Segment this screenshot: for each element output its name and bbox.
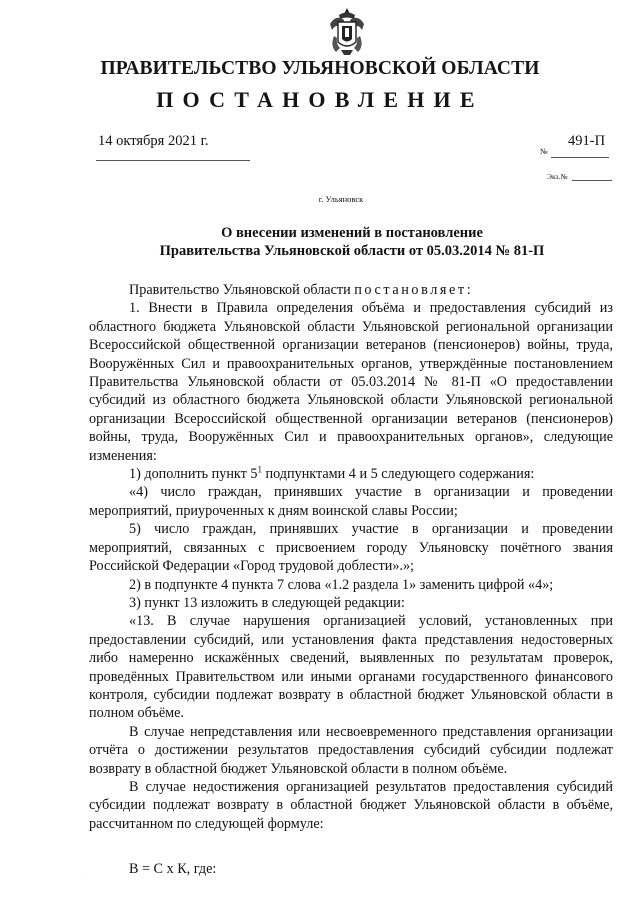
paragraph-6: 3) пункт 13 изложить в следующей редакции: bbox=[129, 594, 405, 611]
scan-mark: · bbox=[82, 873, 84, 879]
paragraph-9: В случае недостижения организацией результатов предоставления субсидий субсидии подлежат возврату в областной бюджет Ульяновской области в объёме, рассчитанном по следующей формуле: bbox=[89, 778, 613, 832]
formula-line: В = С x К, где: bbox=[129, 861, 217, 878]
date-underline bbox=[96, 160, 250, 161]
document-type-title: ПОСТАНОВЛЕНИЕ bbox=[156, 87, 484, 112]
intro-subject: Правительство Ульяновской области bbox=[129, 282, 351, 298]
paragraph-4: 5) число граждан, принявших участие в организации и проведении мероприятий, связанных с присвоением городу Ульяновску почётного звания Российской Федерации «Город трудовой доблести».»; bbox=[89, 521, 613, 575]
paragraph-2-text-a: 1) дополнить пункт 5 bbox=[129, 466, 258, 483]
paragraph-3: «4) число граждан, принявших участие в организации и проведении мероприятий, приуроченных к дням воинской славы России; bbox=[89, 484, 613, 519]
city-name: г. Ульяновск bbox=[318, 194, 364, 204]
heading-line-1: О внесении изменений в постановление bbox=[221, 225, 483, 241]
government-title: ПРАВИТЕЛЬСТВО УЛЬЯНОВСКОЙ ОБЛАСТИ bbox=[100, 58, 540, 79]
number-label: № bbox=[540, 147, 548, 156]
paragraph-5: 2) в подпункте 4 пункта 7 слова «1.2 раздела 1» заменить цифрой «4»; bbox=[129, 576, 554, 593]
intro-decree-word: постановляет: bbox=[354, 282, 474, 298]
heading-line-2: Правительства Ульяновской области от 05.03.2014 № 81-П bbox=[159, 243, 545, 259]
copy-number-label: Экз.№ bbox=[547, 172, 568, 181]
paragraph-2 bbox=[89, 465, 613, 483]
coat-of-arms-icon bbox=[326, 6, 368, 56]
number-underline bbox=[551, 157, 609, 158]
paragraph-8: В случае непредставления или несвоевременного представления организации отчёта о достижении результатов предоставления субсидий субсидии подлежат возврату в областной бюджет Ульяновской области в полном объёме. bbox=[89, 723, 613, 777]
copy-number-underline bbox=[572, 180, 612, 181]
paragraph-2-text-b: подпунктами 4 и 5 следующего содержания: bbox=[261, 466, 535, 483]
paragraph-1: 1. Внести в Правила определения объёма и предоставления субсидий из областного бюджета Ульяновской области Ульяновской региональной организации Всероссийской общественной организации ветеранов (пенсионеров) войны, труда, Вооружённых Сил и правоохранительных органов, утверждённые постановлением Правительства Ульяновской области от 05.03.2014 № 81-П «О предоставлении субсидий из областного бюджета Ульяновской области Ульяновской региональной организации Всероссийской общественной организации ветеранов (пенсионеров) войны, труда, Вооружённых Сил и правоохранительных органов», следующие изменения: bbox=[89, 300, 613, 464]
document-body bbox=[89, 281, 613, 879]
paragraph-7: «13. В случае нарушения организацией условий, установленных при предоставлении субсидий, или установления факта представления недостоверных либо намеренно искажённых сведений, выявленных по результатам проверок, проведённых Правительством или иными органами государственного финансового контроля, субсидии подлежат возврату в областной бюджет Ульяновской области в полном объёме. bbox=[89, 613, 613, 722]
document-heading bbox=[92, 224, 612, 260]
document-number: 491-П bbox=[568, 133, 606, 149]
paragraph-2-superscript: 1 bbox=[257, 464, 262, 475]
intro-paragraph bbox=[89, 281, 613, 299]
document-date: 14 октября 2021 г. bbox=[98, 133, 209, 149]
